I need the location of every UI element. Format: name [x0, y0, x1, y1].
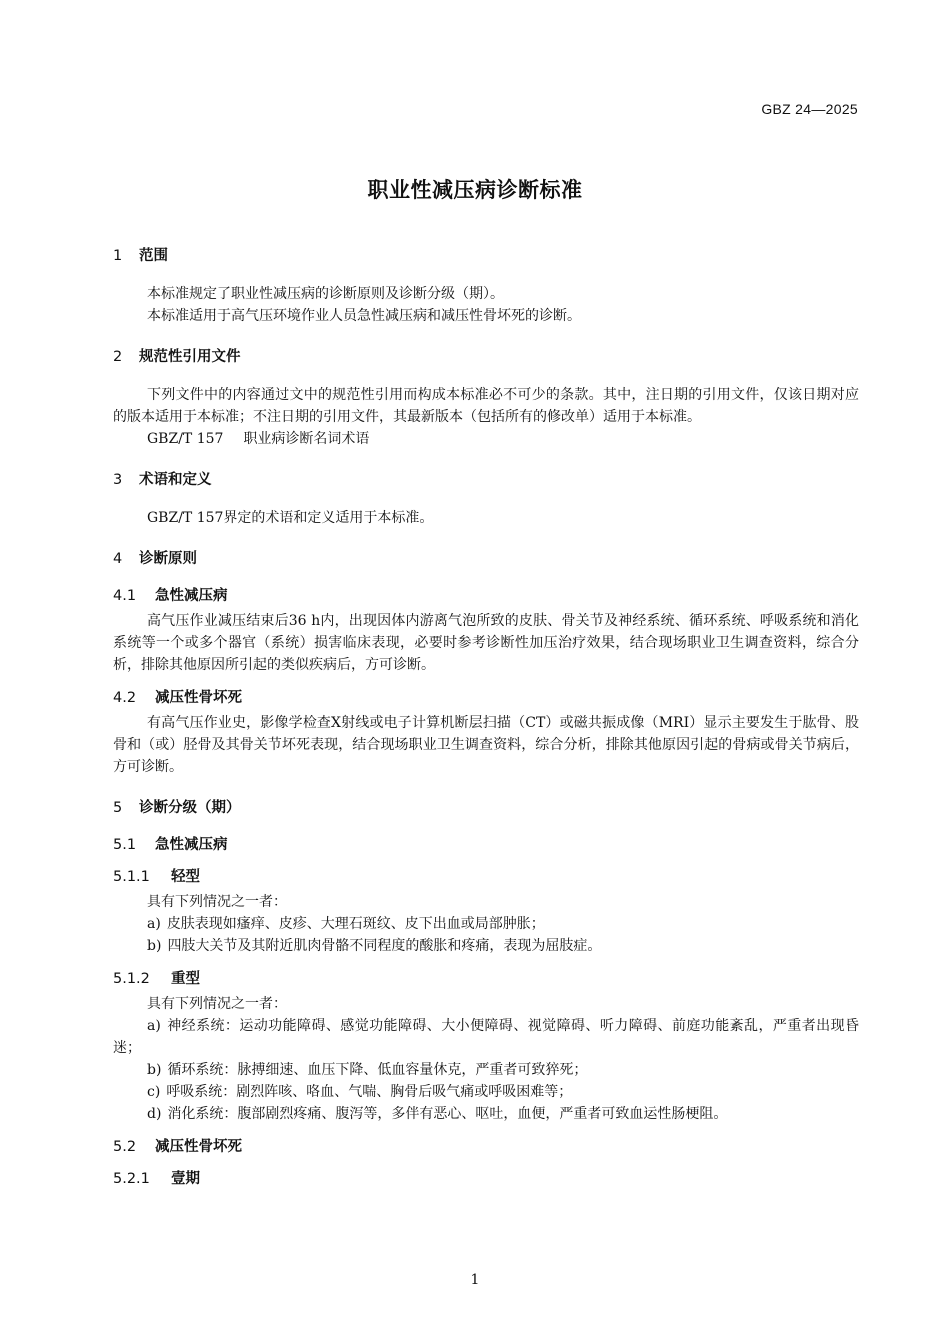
section-number: 5.2.1 [113, 1171, 150, 1187]
section-title: 急性减压病 [155, 588, 228, 604]
standard-code: GBZ 24—2025 [761, 101, 858, 117]
section-title: 急性减压病 [155, 837, 228, 853]
list-item-text: 四肢大关节及其附近肌肉骨骼不同程度的酸胀和疼痛，表现为屈肢症。 [167, 938, 602, 954]
section-5-2-1-heading [113, 1169, 859, 1189]
section-title: 诊断分级（期） [139, 800, 241, 816]
scope-paragraph-2: 本标准适用于高气压环境作业人员急性减压病和减压性骨坏死的诊断。 [147, 308, 581, 324]
section-5-1-2-heading [113, 969, 859, 989]
list-item [113, 1059, 859, 1081]
list-marker: d) [147, 1106, 162, 1122]
list-item [113, 913, 859, 935]
list-marker: b) [147, 1062, 162, 1078]
list-marker: a) [147, 1018, 161, 1034]
section-title: 诊断原则 [139, 551, 197, 567]
section-title: 减压性骨坏死 [155, 1139, 242, 1155]
list-item-text: 循环系统：脉搏细速、血压下降、低血容量休克，严重者可致猝死； [167, 1062, 588, 1078]
section-2-heading [113, 347, 859, 367]
section-title: 范围 [139, 248, 168, 264]
section-number: 5.1.1 [113, 869, 150, 885]
section-5-1-heading [113, 835, 859, 855]
document-body [113, 246, 859, 1193]
section-number: 3 [113, 472, 123, 488]
document-title: 职业性减压病诊断标准 [367, 178, 583, 202]
page-number: 1 [470, 1272, 480, 1288]
list-marker: b) [147, 938, 162, 954]
list-item [113, 1103, 859, 1125]
mild-type-intro: 具有下列情况之一者： [147, 894, 287, 910]
section-title: 壹期 [171, 1171, 200, 1187]
section-title: 重型 [171, 971, 200, 987]
section-number: 5.1 [113, 837, 137, 853]
reference-entry [113, 428, 859, 450]
section-title: 规范性引用文件 [139, 349, 241, 365]
list-item-text: 神经系统：运动功能障碍、感觉功能障碍、大小便障碍、视觉障碍、听力障碍、前庭功能紊乱，严重者出现昏迷； [113, 1018, 859, 1056]
section-number: 5.1.2 [113, 971, 150, 987]
section-number: 4 [113, 551, 123, 567]
terms-paragraph: GBZ/T 157界定的术语和定义适用于本标准。 [147, 510, 434, 526]
section-4-heading [113, 549, 859, 569]
section-4-1-heading [113, 586, 859, 606]
list-item-text: 消化系统：腹部剧烈疼痛、腹泻等，多伴有恶心、呕吐，血便，严重者可致血运性肠梗阻。 [167, 1106, 728, 1122]
reference-code: GBZ/T 157 [147, 431, 224, 447]
dysbaric-osteonecrosis-principle-paragraph: 有高气压作业史，影像学检查X射线或电子计算机断层扫描（CT）或磁共振成像（MRI）显示主要发生于肱骨、股骨和（或）胫骨及其骨关节坏死表现，结合现场职业卫生调查资料，综合分析，排除其他原因引起的骨病或骨关节病后，方可诊断。 [113, 715, 859, 775]
section-number: 4.1 [113, 588, 137, 604]
section-5-2-heading [113, 1137, 859, 1157]
list-item-text: 呼吸系统：剧烈阵咳、咯血、气喘、胸骨后吸气痛或呼吸困难等； [166, 1084, 573, 1100]
reference-title: 职业病诊断名词术语 [243, 431, 370, 447]
section-number: 4.2 [113, 690, 137, 706]
normative-references-paragraph: 下列文件中的内容通过文中的规范性引用而构成本标准必不可少的条款。其中，注日期的引用文件，仅该日期对应的版本适用于本标准；不注日期的引用文件，其最新版本（包括所有的修改单）适用于本标准。 [113, 387, 859, 425]
section-number: 1 [113, 248, 123, 264]
section-5-1-1-heading [113, 867, 859, 887]
section-5-heading [113, 798, 859, 818]
list-item [113, 935, 859, 957]
acute-dcs-principle-paragraph: 高气压作业减压结束后36 h内，出现因体内游离气泡所致的皮肤、骨关节及神经系统、循环系统、呼吸系统和消化系统等一个或多个器官（系统）损害临床表现，必要时参考诊断性加压治疗效果，结合现场职业卫生调查资料，综合分析，排除其他原因所引起的类似疾病后，方可诊断。 [113, 613, 859, 673]
list-item [113, 1081, 859, 1103]
list-marker: a) [147, 916, 161, 932]
section-3-heading [113, 470, 859, 490]
section-title: 术语和定义 [139, 472, 212, 488]
section-title: 轻型 [171, 869, 200, 885]
severe-type-intro: 具有下列情况之一者： [147, 996, 287, 1012]
section-title: 减压性骨坏死 [155, 690, 242, 706]
list-item [113, 1015, 859, 1059]
section-4-2-heading [113, 688, 859, 708]
list-item-text: 皮肤表现如瘙痒、皮疹、大理石斑纹、皮下出血或局部肿胀； [166, 916, 545, 932]
section-number: 5.2 [113, 1139, 137, 1155]
list-marker: c) [147, 1084, 161, 1100]
scope-paragraph-1: 本标准规定了职业性减压病的诊断原则及诊断分级（期）。 [147, 286, 504, 302]
section-number: 2 [113, 349, 123, 365]
section-number: 5 [113, 800, 123, 816]
section-1-heading [113, 246, 859, 266]
